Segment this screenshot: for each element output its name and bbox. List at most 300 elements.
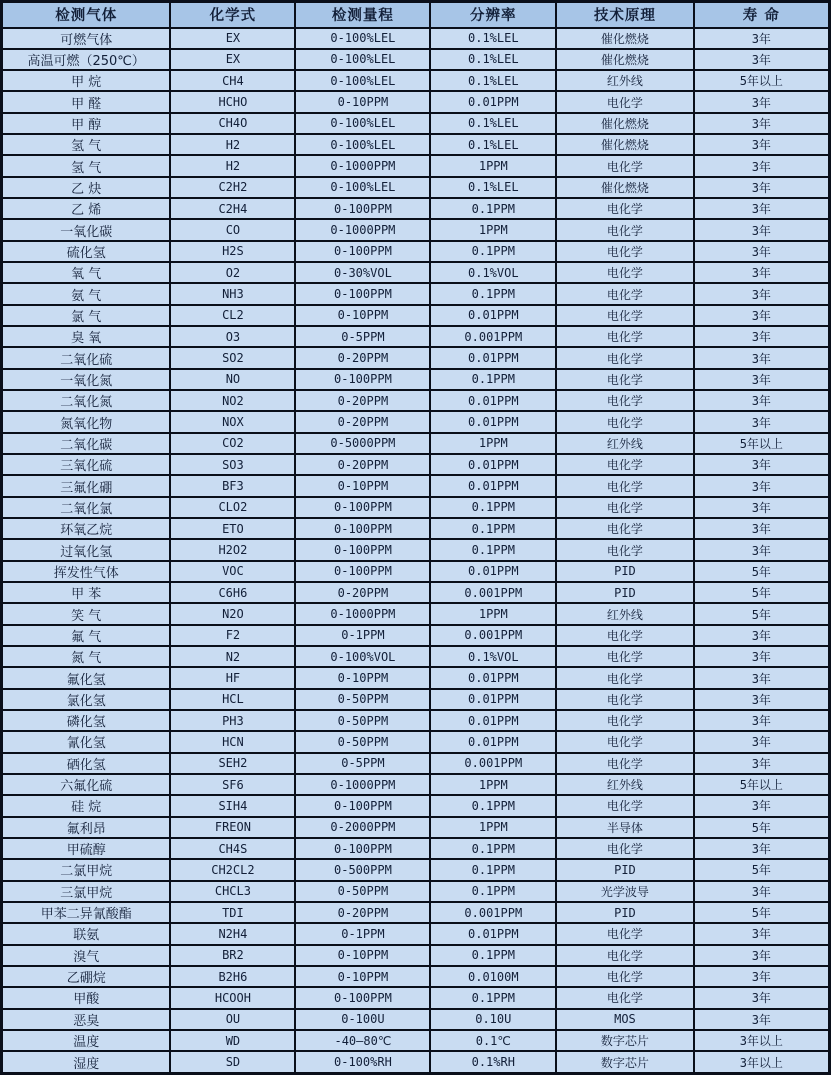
cell-lifespan: 3年 — [694, 241, 830, 262]
cell-principle: 催化燃烧 — [556, 49, 693, 70]
table-row — [2, 283, 830, 304]
cell-gas: 三氧化硫 — [2, 454, 171, 475]
table-row — [2, 305, 830, 326]
cell-resolution: 1PPM — [430, 774, 556, 795]
cell-principle: 电化学 — [556, 155, 693, 176]
cell-lifespan: 3年 — [694, 411, 830, 432]
cell-principle: 电化学 — [556, 390, 693, 411]
cell-gas: 氮氧化物 — [2, 411, 171, 432]
cell-range: 0-50PPM — [295, 689, 430, 710]
cell-principle: 电化学 — [556, 497, 693, 518]
cell-lifespan: 3年 — [694, 177, 830, 198]
cell-gas: 乙硼烷 — [2, 966, 171, 987]
cell-gas: 恶臭 — [2, 1009, 171, 1030]
cell-formula: O2 — [170, 262, 295, 283]
table-row — [2, 881, 830, 902]
table-row — [2, 1009, 830, 1030]
column-header-principle: 技术原理 — [556, 2, 693, 28]
cell-formula: ETO — [170, 518, 295, 539]
cell-principle: 电化学 — [556, 539, 693, 560]
cell-formula: H2 — [170, 155, 295, 176]
cell-range: 0-100%LEL — [295, 49, 430, 70]
cell-resolution: 0.1%RH — [430, 1051, 556, 1073]
header-row — [2, 2, 830, 28]
cell-principle: 电化学 — [556, 305, 693, 326]
table-row — [2, 262, 830, 283]
cell-formula: F2 — [170, 625, 295, 646]
cell-lifespan: 3年 — [694, 945, 830, 966]
table-row — [2, 347, 830, 368]
cell-resolution: 0.001PPM — [430, 902, 556, 923]
cell-gas: 联氨 — [2, 923, 171, 944]
cell-principle: 催化燃烧 — [556, 134, 693, 155]
cell-gas: 氰化氢 — [2, 731, 171, 752]
cell-range: 0-500PPM — [295, 859, 430, 880]
cell-resolution: 0.001PPM — [430, 326, 556, 347]
cell-lifespan: 3年 — [694, 795, 830, 816]
cell-range: 0-100%RH — [295, 1051, 430, 1073]
cell-formula: SO2 — [170, 347, 295, 368]
table-row — [2, 28, 830, 49]
cell-formula: WD — [170, 1030, 295, 1051]
cell-formula: PH3 — [170, 710, 295, 731]
cell-range: 0-100%LEL — [295, 28, 430, 49]
cell-resolution: 0.1%LEL — [430, 134, 556, 155]
cell-lifespan: 5年 — [694, 561, 830, 582]
table-row — [2, 411, 830, 432]
table-row — [2, 987, 830, 1008]
cell-gas: 二氧化氮 — [2, 390, 171, 411]
cell-gas: 氧 气 — [2, 262, 171, 283]
cell-formula: CL2 — [170, 305, 295, 326]
cell-formula: H2S — [170, 241, 295, 262]
cell-formula: CH4S — [170, 838, 295, 859]
cell-gas: 过氧化氢 — [2, 539, 171, 560]
cell-resolution: 0.1PPM — [430, 497, 556, 518]
table-row — [2, 753, 830, 774]
cell-lifespan: 3年 — [694, 987, 830, 1008]
cell-formula: NH3 — [170, 283, 295, 304]
cell-lifespan: 3年 — [694, 390, 830, 411]
cell-lifespan: 3年 — [694, 625, 830, 646]
cell-principle: 催化燃烧 — [556, 177, 693, 198]
table-row — [2, 369, 830, 390]
table-row — [2, 70, 830, 91]
cell-range: 0-5PPM — [295, 753, 430, 774]
cell-gas: 甲硫醇 — [2, 838, 171, 859]
cell-resolution: 1PPM — [430, 155, 556, 176]
cell-formula: N2O — [170, 603, 295, 624]
cell-resolution: 0.01PPM — [430, 475, 556, 496]
cell-principle: 电化学 — [556, 710, 693, 731]
cell-gas: 氟利昂 — [2, 817, 171, 838]
cell-resolution: 0.1PPM — [430, 945, 556, 966]
cell-resolution: 0.01PPM — [430, 347, 556, 368]
cell-range: 0-100PPM — [295, 987, 430, 1008]
cell-principle: 电化学 — [556, 646, 693, 667]
cell-range: 0-1PPM — [295, 923, 430, 944]
cell-range: 0-20PPM — [295, 411, 430, 432]
cell-formula: EX — [170, 28, 295, 49]
table-row — [2, 518, 830, 539]
cell-principle: 电化学 — [556, 241, 693, 262]
cell-lifespan: 5年 — [694, 582, 830, 603]
cell-range: 0-100%LEL — [295, 177, 430, 198]
cell-gas: 氯 气 — [2, 305, 171, 326]
cell-range: 0-5000PPM — [295, 433, 430, 454]
cell-range: 0-100PPM — [295, 795, 430, 816]
cell-gas: 乙 炔 — [2, 177, 171, 198]
cell-principle: 电化学 — [556, 667, 693, 688]
cell-range: 0-100%LEL — [295, 134, 430, 155]
cell-formula: SIH4 — [170, 795, 295, 816]
cell-resolution: 0.1%LEL — [430, 177, 556, 198]
cell-gas: 湿度 — [2, 1051, 171, 1073]
cell-principle: 红外线 — [556, 603, 693, 624]
cell-resolution: 0.1PPM — [430, 987, 556, 1008]
cell-gas: 二氧化氯 — [2, 497, 171, 518]
cell-range: 0-1PPM — [295, 625, 430, 646]
table-body — [2, 28, 830, 1074]
cell-formula: SD — [170, 1051, 295, 1073]
cell-lifespan: 3年 — [694, 155, 830, 176]
cell-range: 0-100%LEL — [295, 70, 430, 91]
cell-lifespan: 3年 — [694, 28, 830, 49]
cell-gas: 氨 气 — [2, 283, 171, 304]
cell-lifespan: 3年 — [694, 966, 830, 987]
cell-gas: 高温可燃（250℃） — [2, 49, 171, 70]
cell-lifespan: 3年 — [694, 667, 830, 688]
cell-resolution: 0.01PPM — [430, 667, 556, 688]
cell-gas: 二氧化硫 — [2, 347, 171, 368]
cell-gas: 磷化氢 — [2, 710, 171, 731]
cell-principle: 红外线 — [556, 70, 693, 91]
cell-principle: 电化学 — [556, 945, 693, 966]
cell-gas: 氢 气 — [2, 155, 171, 176]
cell-principle: 电化学 — [556, 198, 693, 219]
cell-resolution: 0.1PPM — [430, 881, 556, 902]
cell-resolution: 0.1%LEL — [430, 49, 556, 70]
cell-resolution: 0.01PPM — [430, 710, 556, 731]
cell-principle: 电化学 — [556, 475, 693, 496]
cell-principle: 电化学 — [556, 454, 693, 475]
cell-lifespan: 3年 — [694, 497, 830, 518]
cell-lifespan: 3年以上 — [694, 1030, 830, 1051]
cell-lifespan: 3年 — [694, 347, 830, 368]
cell-resolution: 1PPM — [430, 603, 556, 624]
cell-resolution: 1PPM — [430, 219, 556, 240]
cell-lifespan: 3年 — [694, 881, 830, 902]
cell-lifespan: 3年 — [694, 219, 830, 240]
cell-resolution: 0.01PPM — [430, 454, 556, 475]
cell-gas: 三氯甲烷 — [2, 881, 171, 902]
cell-resolution: 0.01PPM — [430, 561, 556, 582]
cell-principle: 电化学 — [556, 518, 693, 539]
cell-range: 0-20PPM — [295, 582, 430, 603]
cell-gas: 甲酸 — [2, 987, 171, 1008]
cell-range: 0-100%VOL — [295, 646, 430, 667]
cell-lifespan: 5年 — [694, 817, 830, 838]
table-row — [2, 539, 830, 560]
cell-range: -40—80℃ — [295, 1030, 430, 1051]
cell-gas: 乙 烯 — [2, 198, 171, 219]
cell-lifespan: 3年 — [694, 689, 830, 710]
cell-lifespan: 3年 — [694, 326, 830, 347]
column-header-range: 检测量程 — [295, 2, 430, 28]
cell-formula: C2H4 — [170, 198, 295, 219]
cell-range: 0-1000PPM — [295, 155, 430, 176]
cell-resolution: 0.001PPM — [430, 753, 556, 774]
cell-gas: 温度 — [2, 1030, 171, 1051]
cell-principle: 电化学 — [556, 966, 693, 987]
cell-formula: B2H6 — [170, 966, 295, 987]
cell-gas: 硒化氢 — [2, 753, 171, 774]
cell-principle: 数字芯片 — [556, 1030, 693, 1051]
cell-formula: SEH2 — [170, 753, 295, 774]
cell-range: 0-100U — [295, 1009, 430, 1030]
cell-range: 0-10PPM — [295, 91, 430, 112]
cell-lifespan: 3年 — [694, 518, 830, 539]
cell-gas: 甲 苯 — [2, 582, 171, 603]
cell-range: 0-10PPM — [295, 945, 430, 966]
cell-principle: PID — [556, 582, 693, 603]
cell-gas: 溴气 — [2, 945, 171, 966]
cell-lifespan: 3年 — [694, 539, 830, 560]
cell-gas: 二氯甲烷 — [2, 859, 171, 880]
table-row — [2, 582, 830, 603]
cell-range: 0-20PPM — [295, 390, 430, 411]
table-row — [2, 561, 830, 582]
cell-resolution: 0.1PPM — [430, 198, 556, 219]
cell-formula: SF6 — [170, 774, 295, 795]
cell-formula: FREON — [170, 817, 295, 838]
cell-gas: 一氧化氮 — [2, 369, 171, 390]
cell-resolution: 0.1%LEL — [430, 113, 556, 134]
cell-gas: 甲 醇 — [2, 113, 171, 134]
cell-formula: HCN — [170, 731, 295, 752]
table-row — [2, 113, 830, 134]
cell-range: 0-100PPM — [295, 838, 430, 859]
cell-resolution: 0.1PPM — [430, 859, 556, 880]
cell-range: 0-100PPM — [295, 518, 430, 539]
cell-lifespan: 3年 — [694, 731, 830, 752]
cell-gas: 六氟化硫 — [2, 774, 171, 795]
table-row — [2, 1051, 830, 1073]
table-row — [2, 134, 830, 155]
cell-principle: 电化学 — [556, 91, 693, 112]
column-header-gas: 检测气体 — [2, 2, 171, 28]
cell-formula: VOC — [170, 561, 295, 582]
cell-lifespan: 3年 — [694, 454, 830, 475]
table-row — [2, 966, 830, 987]
cell-formula: N2 — [170, 646, 295, 667]
table-row — [2, 774, 830, 795]
cell-principle: 电化学 — [556, 326, 693, 347]
table-row — [2, 219, 830, 240]
cell-resolution: 0.1PPM — [430, 795, 556, 816]
cell-gas: 氯化氢 — [2, 689, 171, 710]
cell-resolution: 1PPM — [430, 817, 556, 838]
column-header-lifespan: 寿 命 — [694, 2, 830, 28]
cell-principle: 电化学 — [556, 838, 693, 859]
cell-range: 0-100PPM — [295, 561, 430, 582]
table-row — [2, 710, 830, 731]
cell-range: 0-100PPM — [295, 539, 430, 560]
cell-principle: 电化学 — [556, 369, 693, 390]
cell-range: 0-50PPM — [295, 710, 430, 731]
table-row — [2, 1030, 830, 1051]
cell-lifespan: 3年 — [694, 838, 830, 859]
table-row — [2, 902, 830, 923]
cell-gas: 一氧化碳 — [2, 219, 171, 240]
cell-formula: OU — [170, 1009, 295, 1030]
cell-lifespan: 3年 — [694, 475, 830, 496]
table-row — [2, 198, 830, 219]
table-row — [2, 475, 830, 496]
cell-principle: 电化学 — [556, 283, 693, 304]
table-row — [2, 923, 830, 944]
cell-range: 0-1000PPM — [295, 774, 430, 795]
cell-lifespan: 3年 — [694, 262, 830, 283]
cell-range: 0-30%VOL — [295, 262, 430, 283]
table-row — [2, 49, 830, 70]
table-header — [2, 2, 830, 28]
table-row — [2, 689, 830, 710]
cell-principle: 电化学 — [556, 731, 693, 752]
cell-formula: NO — [170, 369, 295, 390]
cell-lifespan: 5年以上 — [694, 70, 830, 91]
cell-formula: SO3 — [170, 454, 295, 475]
table-row — [2, 177, 830, 198]
cell-resolution: 0.1PPM — [430, 241, 556, 262]
cell-range: 0-1000PPM — [295, 219, 430, 240]
cell-lifespan: 3年 — [694, 710, 830, 731]
cell-resolution: 0.1%LEL — [430, 28, 556, 49]
table-row — [2, 603, 830, 624]
cell-formula: BR2 — [170, 945, 295, 966]
table-row — [2, 945, 830, 966]
column-header-formula: 化学式 — [170, 2, 295, 28]
cell-principle: 电化学 — [556, 923, 693, 944]
cell-formula: O3 — [170, 326, 295, 347]
cell-range: 0-10PPM — [295, 667, 430, 688]
cell-resolution: 0.1PPM — [430, 838, 556, 859]
cell-formula: NOX — [170, 411, 295, 432]
cell-resolution: 0.1PPM — [430, 539, 556, 560]
table-row — [2, 326, 830, 347]
cell-range: 0-100PPM — [295, 283, 430, 304]
cell-resolution: 0.1%VOL — [430, 646, 556, 667]
cell-range: 0-100PPM — [295, 497, 430, 518]
cell-principle: PID — [556, 859, 693, 880]
cell-principle: 电化学 — [556, 753, 693, 774]
cell-principle: 催化燃烧 — [556, 28, 693, 49]
cell-resolution: 0.01PPM — [430, 411, 556, 432]
cell-resolution: 0.1PPM — [430, 369, 556, 390]
cell-lifespan: 3年 — [694, 283, 830, 304]
cell-formula: C2H2 — [170, 177, 295, 198]
table-row — [2, 731, 830, 752]
cell-formula: TDI — [170, 902, 295, 923]
table-row — [2, 155, 830, 176]
cell-principle: 催化燃烧 — [556, 113, 693, 134]
cell-lifespan: 5年 — [694, 603, 830, 624]
cell-range: 0-50PPM — [295, 881, 430, 902]
cell-formula: N2H4 — [170, 923, 295, 944]
cell-principle: MOS — [556, 1009, 693, 1030]
table-row — [2, 625, 830, 646]
table-row — [2, 454, 830, 475]
cell-range: 0-1000PPM — [295, 603, 430, 624]
cell-principle: PID — [556, 902, 693, 923]
cell-resolution: 0.1PPM — [430, 283, 556, 304]
cell-principle: 电化学 — [556, 987, 693, 1008]
cell-range: 0-100PPM — [295, 369, 430, 390]
cell-formula: NO2 — [170, 390, 295, 411]
table-row — [2, 390, 830, 411]
cell-gas: 氮 气 — [2, 646, 171, 667]
cell-gas: 臭 氧 — [2, 326, 171, 347]
cell-principle: 光学波导 — [556, 881, 693, 902]
cell-lifespan: 3年 — [694, 369, 830, 390]
cell-formula: CH4 — [170, 70, 295, 91]
cell-gas: 笑 气 — [2, 603, 171, 624]
cell-lifespan: 5年以上 — [694, 433, 830, 454]
cell-formula: CH4O — [170, 113, 295, 134]
table-row — [2, 795, 830, 816]
table-row — [2, 667, 830, 688]
column-header-resolution: 分辨率 — [430, 2, 556, 28]
cell-principle: 电化学 — [556, 347, 693, 368]
cell-range: 0-2000PPM — [295, 817, 430, 838]
cell-lifespan: 3年 — [694, 49, 830, 70]
cell-resolution: 0.1%VOL — [430, 262, 556, 283]
cell-gas: 硫化氢 — [2, 241, 171, 262]
cell-formula: EX — [170, 49, 295, 70]
table-row — [2, 497, 830, 518]
cell-range: 0-100%LEL — [295, 113, 430, 134]
cell-principle: 电化学 — [556, 262, 693, 283]
cell-gas: 氟 气 — [2, 625, 171, 646]
table-row — [2, 817, 830, 838]
cell-formula: HCL — [170, 689, 295, 710]
cell-principle: 电化学 — [556, 219, 693, 240]
cell-gas: 环氧乙烷 — [2, 518, 171, 539]
cell-formula: BF3 — [170, 475, 295, 496]
cell-resolution: 1PPM — [430, 433, 556, 454]
cell-range: 0-20PPM — [295, 454, 430, 475]
cell-gas: 甲 烷 — [2, 70, 171, 91]
cell-resolution: 0.001PPM — [430, 582, 556, 603]
cell-formula: CH2CL2 — [170, 859, 295, 880]
cell-range: 0-5PPM — [295, 326, 430, 347]
cell-lifespan: 3年 — [694, 1009, 830, 1030]
cell-lifespan: 3年 — [694, 113, 830, 134]
cell-gas: 二氧化碳 — [2, 433, 171, 454]
cell-formula: CHCL3 — [170, 881, 295, 902]
cell-gas: 挥发性气体 — [2, 561, 171, 582]
table-row — [2, 646, 830, 667]
cell-resolution: 0.01PPM — [430, 923, 556, 944]
cell-range: 0-20PPM — [295, 902, 430, 923]
cell-formula: C6H6 — [170, 582, 295, 603]
cell-lifespan: 3年 — [694, 305, 830, 326]
cell-resolution: 0.01PPM — [430, 91, 556, 112]
cell-formula: HCHO — [170, 91, 295, 112]
table-row — [2, 433, 830, 454]
table-row — [2, 91, 830, 112]
cell-principle: PID — [556, 561, 693, 582]
